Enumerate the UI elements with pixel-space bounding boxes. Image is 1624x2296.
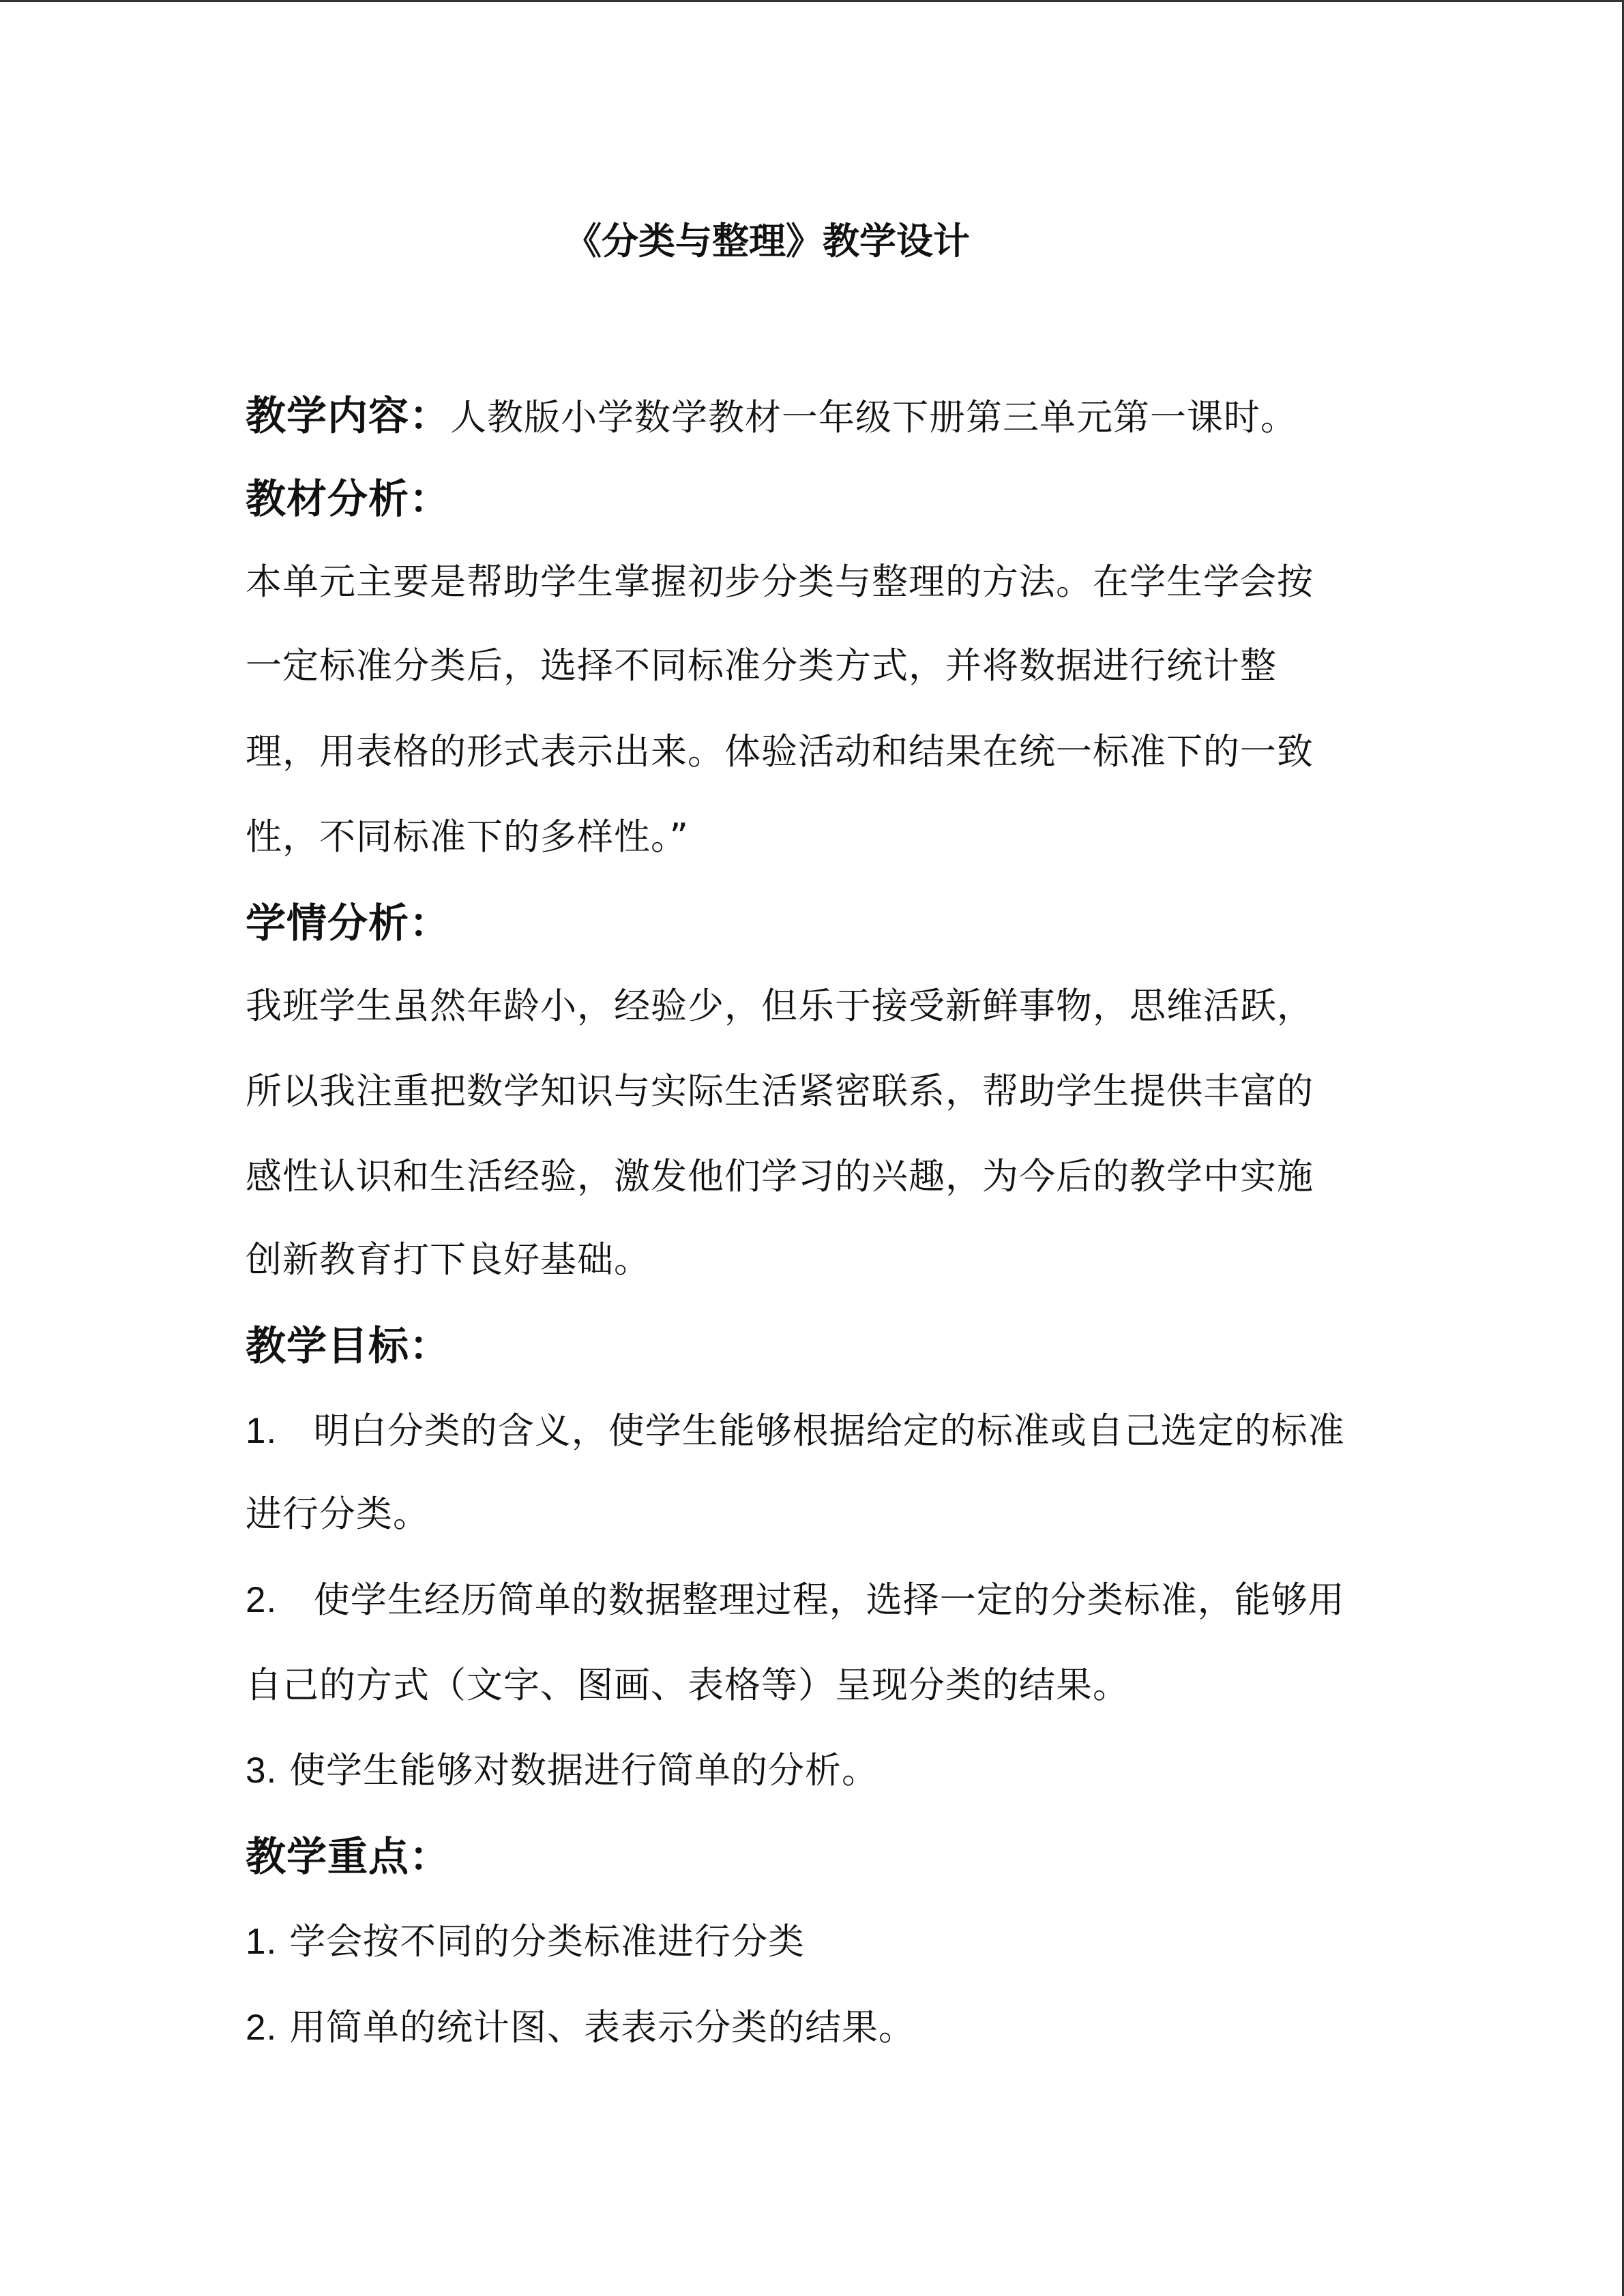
- goal-text: 使学生经历简单的数据整理过程，选择一定的分类标准，能够用: [313, 1579, 1345, 1621]
- goal-text: 明白分类的含义，使学生能够根据给定的标准或自己选定的标准: [313, 1410, 1345, 1452]
- material-line: 一定标准分类后，选择不同标准分类方式，并将数据进行统计整: [246, 645, 1277, 687]
- key-point-text: 用简单的统计图、表表示分类的结果。: [289, 2007, 916, 2048]
- teaching-goals-heading: 教学目标：: [246, 1322, 451, 1369]
- goal-item: [246, 1740, 879, 1802]
- goal-continuation: 自己的方式（文字、图画、表格等）呈现分类的结果。: [246, 1665, 1130, 1706]
- goal-text: 使学生能够对数据进行简单的分析。: [289, 1750, 879, 1791]
- key-point-number: 1.: [246, 1922, 278, 1962]
- key-points-heading: 教学重点：: [246, 1833, 451, 1880]
- material-line: 本单元主要是帮助学生掌握初步分类与整理的方法。在学生学会按: [246, 561, 1314, 603]
- student-analysis-heading: 学情分析：: [246, 899, 451, 946]
- goal-item: [246, 1570, 1345, 1631]
- teaching-content-label: 教学内容：: [246, 392, 451, 439]
- goal-item: [246, 1401, 1345, 1462]
- goal-number: 3.: [246, 1750, 278, 1791]
- key-point-item: [246, 1911, 805, 1973]
- document-title: 《分类与整理》教学设计: [565, 220, 970, 263]
- goal-number: 1.: [246, 1411, 278, 1451]
- goal-continuation: 进行分类。: [246, 1493, 430, 1535]
- student-line: 创新教育打下良好基础。: [246, 1239, 651, 1281]
- material-analysis-heading: 教材分析：: [246, 475, 451, 522]
- teaching-content: [246, 385, 1297, 449]
- material-line: 性，不同标准下的多样性。”: [246, 816, 689, 858]
- teaching-content-text: 人教版小学数学教材一年级下册第三单元第一课时。: [450, 397, 1298, 438]
- student-line: 所以我注重把数学知识与实际生活紧密联系，帮助学生提供丰富的: [246, 1071, 1314, 1112]
- key-point-text: 学会按不同的分类标准进行分类: [289, 1921, 806, 1963]
- key-point-number: 2.: [246, 2008, 278, 2048]
- key-point-item: [246, 1997, 915, 2059]
- material-line: 理，用表格的形式表示出来。体验活动和结果在统一标准下的一致: [246, 731, 1314, 773]
- student-line: 我班学生虽然年龄小，经验少，但乐于接受新鲜事物，思维活跃，: [246, 985, 1314, 1027]
- student-line: 感性认识和生活经验，激发他们学习的兴趣，为今后的教学中实施: [246, 1156, 1314, 1197]
- goal-number: 2.: [246, 1580, 278, 1620]
